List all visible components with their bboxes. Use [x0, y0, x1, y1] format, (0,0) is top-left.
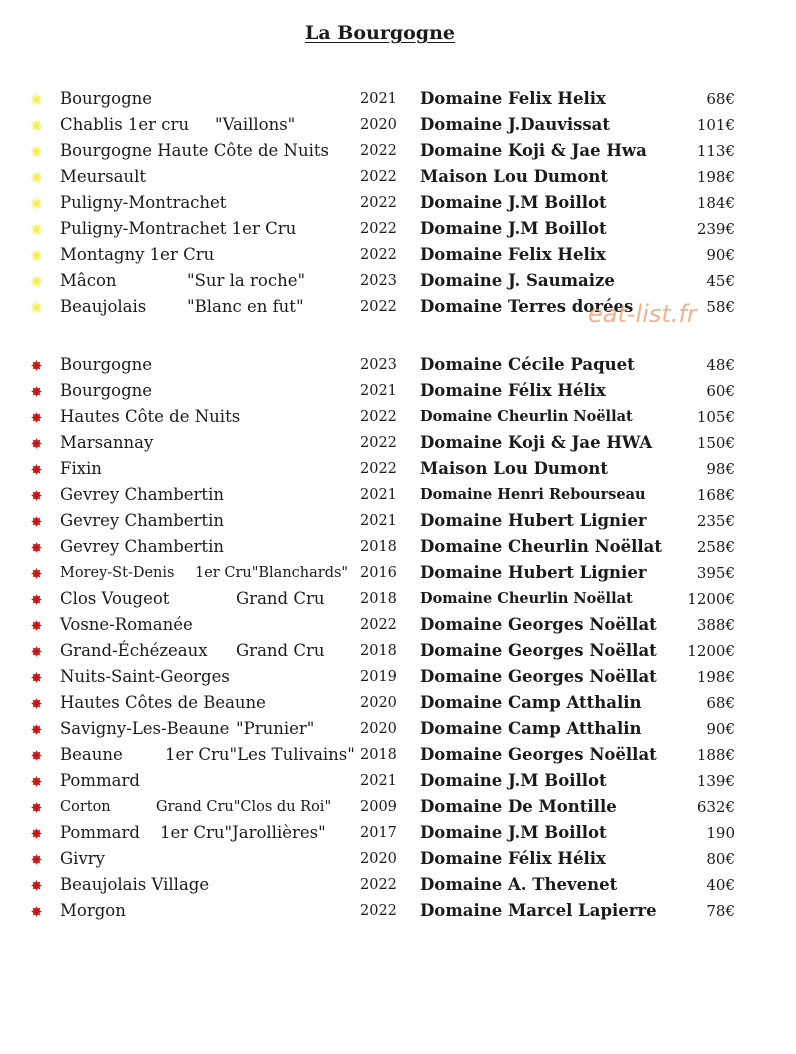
wine-name: Gevrey Chambertin: [60, 537, 224, 556]
white-wine-bullet-icon: [31, 172, 42, 183]
wine-price: 188€: [696, 746, 735, 764]
white-wine-bullet-icon: [31, 276, 42, 287]
wine-price: 68€: [706, 694, 735, 712]
red-wine-bullet-icon: [31, 438, 42, 449]
wine-year: 2009: [360, 799, 397, 815]
red-wine-row: [0, 820, 796, 846]
wine-qualifier: 1er Cru"Jarollières": [160, 823, 326, 842]
wine-producer: Domaine Félix Hélix: [420, 381, 606, 400]
wine-producer: Domaine Hubert Lignier: [420, 511, 647, 530]
red-wine-row: [0, 742, 796, 768]
wine-name: Beaune: [60, 745, 123, 764]
wine-producer: Domaine Cheurlin Noëllat: [420, 537, 662, 556]
red-wine-bullet-icon: [31, 464, 42, 475]
red-wine-row: [0, 794, 796, 820]
red-wine-row: [0, 612, 796, 638]
white-wine-bullet-icon: [31, 120, 42, 131]
white-wine-bullet-icon: [31, 302, 42, 313]
wine-price: 258€: [696, 538, 735, 556]
wine-producer: Domaine Félix Hélix: [420, 849, 606, 868]
wine-price: 184€: [696, 194, 735, 212]
wine-year: 2018: [360, 591, 397, 607]
wine-year: 2022: [360, 221, 397, 237]
red-wine-row: [0, 768, 796, 794]
white-wine-list: [0, 86, 796, 320]
wine-price: 90€: [706, 720, 735, 738]
wine-name: Puligny-Montrachet 1er Cru: [60, 219, 297, 238]
wine-price: 40€: [706, 876, 735, 894]
wine-qualifier: Grand Cru"Clos du Roi": [156, 799, 332, 815]
wine-producer: Domaine Felix Helix: [420, 245, 606, 264]
wine-name: Clos Vougeot: [60, 589, 170, 608]
wine-name: Morey-St-Denis: [60, 565, 175, 581]
wine-price: 113€: [696, 142, 735, 160]
wine-name: Morgon: [60, 901, 126, 920]
wine-name: Grand-Échézeaux: [60, 641, 208, 660]
wine-price: 101€: [696, 116, 735, 134]
wine-price: 388€: [696, 616, 735, 634]
wine-producer: Domaine J.M Boillot: [420, 193, 607, 212]
wine-name: Meursault: [60, 167, 147, 186]
wine-name: Beaujolais: [60, 297, 147, 316]
wine-producer: Domaine Koji & Jae HWA: [420, 433, 653, 452]
wine-year: 2020: [360, 851, 397, 867]
red-wine-bullet-icon: [31, 568, 42, 579]
wine-producer: Domaine Georges Noëllat: [420, 615, 657, 634]
red-wine-bullet-icon: [31, 880, 42, 891]
wine-name: Chablis 1er cru: [60, 115, 190, 134]
wine-qualifier: "Sur la roche": [187, 271, 306, 290]
wine-producer: Domaine J.M Boillot: [420, 823, 607, 842]
wine-price: 58€: [706, 298, 735, 316]
red-wine-row: [0, 664, 796, 690]
red-wine-bullet-icon: [31, 594, 42, 605]
wine-price: 395€: [696, 564, 735, 582]
wine-producer: Domaine Georges Noëllat: [420, 667, 657, 686]
white-wine-bullet-icon: [31, 146, 42, 157]
wine-producer: Domaine A. Thevenet: [420, 875, 618, 894]
red-wine-row: [0, 872, 796, 898]
red-wine-row: [0, 638, 796, 664]
red-wine-bullet-icon: [31, 516, 42, 527]
wine-qualifier: Grand Cru: [236, 589, 325, 608]
red-wine-row: [0, 716, 796, 742]
wine-producer: Domaine De Montille: [420, 797, 617, 816]
wine-year: 2017: [360, 825, 397, 841]
red-wine-bullet-icon: [31, 490, 42, 501]
wine-year: 2022: [360, 877, 397, 893]
wine-name: Bourgogne: [60, 381, 153, 400]
red-wine-bullet-icon: [31, 698, 42, 709]
wine-year: 2022: [360, 299, 397, 315]
wine-name: Pommard: [60, 771, 140, 790]
wine-year: 2018: [360, 747, 397, 763]
wine-year: 2021: [360, 773, 397, 789]
wine-name: Corton: [60, 799, 111, 815]
wine-year: 2023: [360, 273, 397, 289]
white-wine-bullet-icon: [31, 250, 42, 261]
white-wine-row: [0, 138, 796, 164]
wine-year: 2019: [360, 669, 397, 685]
wine-year: 2020: [360, 695, 397, 711]
wine-price: 80€: [706, 850, 735, 868]
red-wine-bullet-icon: [31, 672, 42, 683]
wine-price: 168€: [696, 486, 735, 504]
white-wine-row: [0, 164, 796, 190]
wine-producer: Domaine Georges Noëllat: [420, 641, 657, 660]
wine-year: 2022: [360, 143, 397, 159]
wine-producer: Domaine J.M Boillot: [420, 771, 607, 790]
wine-producer: Domaine Marcel Lapierre: [420, 901, 657, 920]
red-wine-bullet-icon: [31, 776, 42, 787]
wine-name: Hautes Côte de Nuits: [60, 407, 241, 426]
wine-price: 198€: [696, 168, 735, 186]
wine-name: Savigny-Les-Beaune: [60, 719, 230, 738]
wine-year: 2020: [360, 721, 397, 737]
wine-qualifier: "Vaillons": [215, 115, 296, 134]
wine-name: Beaujolais Village: [60, 875, 210, 894]
red-wine-row: [0, 456, 796, 482]
wine-producer: Domaine J.Dauvissat: [420, 115, 610, 134]
wine-qualifier: 1er Cru"Les Tulivains": [165, 745, 355, 764]
white-wine-row: [0, 242, 796, 268]
red-wine-list: [0, 352, 796, 924]
wine-producer: Domaine Henri Rebourseau: [420, 486, 646, 503]
wine-qualifier: 1er Cru"Blanchards": [195, 565, 349, 581]
red-wine-row: [0, 404, 796, 430]
wine-name: Nuits-Saint-Georges: [60, 667, 230, 686]
wine-price: 48€: [706, 356, 735, 374]
page-title: La Bourgogne: [305, 22, 455, 44]
wine-producer: Domaine Camp Atthalin: [420, 693, 642, 712]
white-wine-row: [0, 112, 796, 138]
wine-producer: Domaine Koji & Jae Hwa: [420, 141, 647, 160]
red-wine-row: [0, 430, 796, 456]
red-wine-bullet-icon: [31, 802, 42, 813]
wine-name: Montagny 1er Cru: [60, 245, 215, 264]
wine-price: 68€: [706, 90, 735, 108]
wine-year: 2016: [360, 565, 397, 581]
wine-year: 2022: [360, 903, 397, 919]
wine-price: 632€: [696, 798, 735, 816]
wine-price: 190: [706, 824, 735, 842]
wine-name: Fixin: [60, 459, 102, 478]
wine-producer: Domaine Cheurlin Noëllat: [420, 590, 633, 607]
red-wine-bullet-icon: [31, 412, 42, 423]
wine-price: 1200€: [687, 590, 735, 608]
wine-producer: Maison Lou Dumont: [420, 459, 608, 478]
red-wine-row: [0, 534, 796, 560]
wine-producer: Domaine Georges Noëllat: [420, 745, 657, 764]
wine-name: Pommard: [60, 823, 140, 842]
white-wine-row: [0, 86, 796, 112]
wine-qualifier: "Prunier": [236, 719, 315, 738]
wine-price: 139€: [696, 772, 735, 790]
wine-producer: Domaine Felix Helix: [420, 89, 606, 108]
wine-price: 90€: [706, 246, 735, 264]
red-wine-row: [0, 482, 796, 508]
wine-producer: Domaine Cécile Paquet: [420, 355, 635, 374]
red-wine-row: [0, 846, 796, 872]
wine-name: Bourgogne Haute Côte de Nuits: [60, 141, 329, 160]
wine-year: 2021: [360, 513, 397, 529]
wine-year: 2022: [360, 435, 397, 451]
wine-name: Vosne-Romanée: [60, 615, 193, 634]
red-wine-bullet-icon: [31, 620, 42, 631]
white-wine-bullet-icon: [31, 224, 42, 235]
red-wine-bullet-icon: [31, 724, 42, 735]
wine-year: 2018: [360, 643, 397, 659]
red-wine-bullet-icon: [31, 828, 42, 839]
white-wine-row: [0, 216, 796, 242]
wine-year: 2022: [360, 409, 397, 425]
wine-price: 239€: [696, 220, 735, 238]
red-wine-row: [0, 508, 796, 534]
red-wine-row: [0, 586, 796, 612]
red-wine-bullet-icon: [31, 906, 42, 917]
wine-name: Marsannay: [60, 433, 154, 452]
white-wine-row: [0, 190, 796, 216]
wine-producer: Domaine Terres dorées: [420, 297, 634, 316]
wine-name: Bourgogne: [60, 89, 153, 108]
wine-price: 45€: [706, 272, 735, 290]
wine-producer: Domaine J.M Boillot: [420, 219, 607, 238]
wine-year: 2022: [360, 617, 397, 633]
wine-producer: Domaine Cheurlin Noëllat: [420, 408, 633, 425]
wine-year: 2022: [360, 247, 397, 263]
wine-price: 198€: [696, 668, 735, 686]
red-wine-bullet-icon: [31, 750, 42, 761]
wine-price: 105€: [696, 408, 735, 426]
white-wine-bullet-icon: [31, 94, 42, 105]
wine-price: 98€: [706, 460, 735, 478]
wine-price: 60€: [706, 382, 735, 400]
red-wine-row: [0, 378, 796, 404]
watermark: eat-list.fr: [588, 300, 697, 328]
wine-name: Hautes Côtes de Beaune: [60, 693, 266, 712]
wine-producer: Domaine Camp Atthalin: [420, 719, 642, 738]
wine-producer: Domaine J. Saumaize: [420, 271, 615, 290]
wine-year: 2021: [360, 383, 397, 399]
wine-price: 78€: [706, 902, 735, 920]
red-wine-bullet-icon: [31, 542, 42, 553]
wine-name: Gevrey Chambertin: [60, 485, 224, 504]
wine-producer: Maison Lou Dumont: [420, 167, 608, 186]
wine-year: 2023: [360, 357, 397, 373]
red-wine-row: [0, 898, 796, 924]
wine-year: 2021: [360, 91, 397, 107]
wine-qualifier: Grand Cru: [236, 641, 325, 660]
wine-qualifier: "Blanc en fut": [187, 297, 304, 316]
wine-year: 2018: [360, 539, 397, 555]
white-wine-row: [0, 268, 796, 294]
wine-price: 235€: [696, 512, 735, 530]
wine-name: Bourgogne: [60, 355, 153, 374]
wine-year: 2022: [360, 195, 397, 211]
wine-year: 2020: [360, 117, 397, 133]
red-wine-row: [0, 560, 796, 586]
wine-name: Givry: [60, 849, 105, 868]
white-wine-bullet-icon: [31, 198, 42, 209]
wine-name: Puligny-Montrachet: [60, 193, 227, 212]
white-wine-row: [0, 294, 796, 320]
red-wine-bullet-icon: [31, 646, 42, 657]
wine-year: 2021: [360, 487, 397, 503]
red-wine-bullet-icon: [31, 854, 42, 865]
red-wine-row: [0, 690, 796, 716]
wine-price: 1200€: [687, 642, 735, 660]
wine-year: 2022: [360, 461, 397, 477]
wine-year: 2022: [360, 169, 397, 185]
red-wine-bullet-icon: [31, 360, 42, 371]
wine-name: Gevrey Chambertin: [60, 511, 224, 530]
red-wine-bullet-icon: [31, 386, 42, 397]
wine-producer: Domaine Hubert Lignier: [420, 563, 647, 582]
wine-price: 150€: [696, 434, 735, 452]
wine-name: Mâcon: [60, 271, 117, 290]
red-wine-row: [0, 352, 796, 378]
